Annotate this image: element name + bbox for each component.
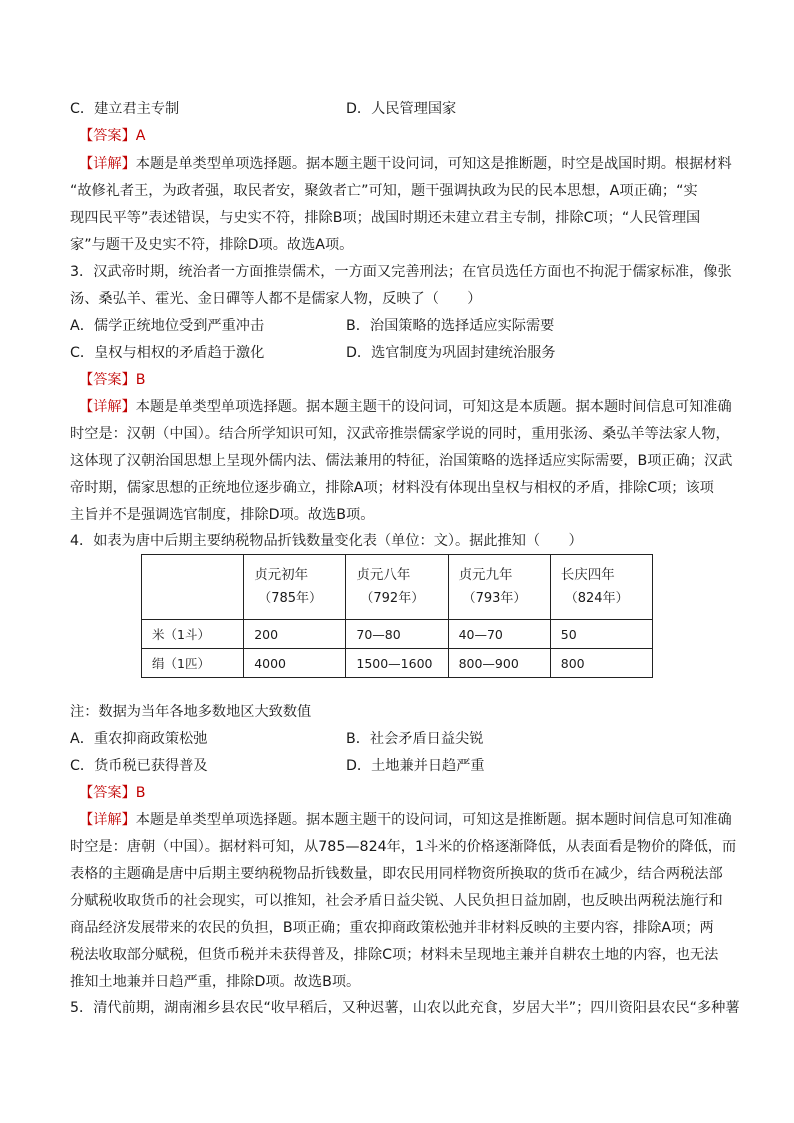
q4-detail-line-6: 税法收取部分赋税，但货币税并未获得普及，排除C项；材料未呈现地主兼并自耕农土地的内容，也无法 bbox=[70, 947, 719, 963]
q4-option-b: B．社会矛盾日益尖锐 bbox=[346, 731, 484, 747]
table-cell: 800 bbox=[550, 649, 652, 678]
table-cell: 4000 bbox=[244, 649, 346, 678]
q3-option-d: D．选官制度为巩固封建统治服务 bbox=[346, 345, 556, 361]
q3-stem-line-1: 3．汉武帝时期，统治者一方面推崇儒术，一方面又完善刑法；在官员选任方面也不拘泥于儒家标准，像张 bbox=[70, 264, 732, 280]
q4-table-note: 注：数据为当年各地多数地区大致数值 bbox=[70, 704, 312, 720]
detail-tag: 【详解】 bbox=[79, 156, 136, 172]
q3-answer bbox=[79, 371, 747, 389]
q4-option-d: D．土地兼并日趋严重 bbox=[346, 758, 485, 774]
q3-detail-line-4: 帝时期，儒家思想的正统地位逐步确立，排除A项；材料没有体现出皇权与相权的矛盾，排除C项；该项 bbox=[70, 480, 714, 496]
q3-stem-line-2: 汤、桑弘羊、霍光、金日磾等人都不是儒家人物，反映了（ ） bbox=[70, 291, 482, 307]
table-cell: 50 bbox=[550, 620, 652, 649]
price-table bbox=[141, 554, 653, 678]
q4-answer bbox=[79, 784, 747, 802]
table-cell: 40—70 bbox=[448, 620, 550, 649]
q3-option-a: A．儒学正统地位受到严重冲击 bbox=[70, 318, 265, 334]
answer-tag: 【答案】 bbox=[79, 128, 136, 144]
q4-detail-line-7: 推知土地兼并日趋严重，排除D项。故选B项。 bbox=[70, 974, 361, 990]
q4-detail-line-1: 【详解】本题是单类型单项选择题。据本题主题干的设问词，可知这是推断题。据本题时间信息可知准确 bbox=[79, 812, 732, 828]
table-row bbox=[142, 649, 653, 678]
answer-letter: B bbox=[135, 785, 146, 801]
q4-detail-line-4: 分赋税收取货币的社会现实，可以推知，社会矛盾日益尖锐、人民负担日益加剧，也反映出两税法施行和 bbox=[70, 893, 723, 909]
q4-option-a: A．重农抑商政策松弛 bbox=[70, 731, 208, 747]
table-header-row bbox=[142, 555, 653, 620]
detail-tag: 【详解】 bbox=[79, 399, 136, 415]
q3-detail-line-2: 时空是：汉朝（中国）。结合所学知识可知，汉武帝推崇儒家学说的同时，重用张汤、桑弘羊等法家人物， bbox=[70, 426, 730, 442]
table-header-cell: 贞元八年 （792年） bbox=[346, 555, 448, 620]
answer-tag: 【答案】 bbox=[79, 785, 136, 801]
table-corner-cell bbox=[142, 555, 244, 620]
row-label: 米（1斗） bbox=[142, 620, 244, 649]
table-cell: 200 bbox=[244, 620, 346, 649]
q3-detail-line-1: 【详解】本题是单类型单项选择题。据本题主题干的设问词，可知这是本质题。据本题时间信息可知准确 bbox=[79, 399, 732, 415]
q2-detail-line-3: 现四民平等”表述错误，与史实不符，排除B项；战国时期还未建立君主专制，排除C项；“人民管理国 bbox=[70, 210, 701, 226]
q4-option-c: C．货币税已获得普及 bbox=[70, 758, 208, 774]
q2-answer bbox=[79, 127, 747, 145]
q2-option-d: D．人民管理国家 bbox=[346, 101, 457, 117]
q3-detail-line-3: 这体现了汉朝治国思想上呈现外儒内法、儒法兼用的特征，治国策略的选择适应实际需要，B项正确；汉武 bbox=[70, 453, 733, 469]
q4-detail-line-2: 时空是：唐朝（中国）。据材料可知，从785—824年，1斗米的价格逐渐降低，从表面看是物价的降低，而 bbox=[70, 839, 737, 855]
q2-detail-line-1: 【详解】本题是单类型单项选择题。据本题主题干设问词，可知这是推断题，时空是战国时期。根据材料 bbox=[79, 156, 732, 172]
table-row bbox=[142, 620, 653, 649]
table-cell: 800—900 bbox=[448, 649, 550, 678]
q2-detail-line-4: 家”与题干及史实不符，排除D项。故选A项。 bbox=[70, 237, 354, 253]
table-cell: 1500—1600 bbox=[346, 649, 448, 678]
q2-detail-line-2: “故修礼者王，为政者强，取民者安，聚敛者亡”可知，题干强调执政为民的民本思想，A项正确；“实 bbox=[70, 183, 698, 199]
q2-option-c: C．建立君主专制 bbox=[70, 101, 180, 117]
q4-stem: 4．如表为唐中后期主要纳税物品折钱数量变化表（单位：文）。据此推知（ ） bbox=[70, 533, 583, 549]
table-header-cell: 长庆四年 （824年） bbox=[550, 555, 652, 620]
q4-detail-line-3: 表格的主题确是唐中后期主要纳税物品折钱数量，即农民用同样物资所换取的货币在减少，结合两税法部 bbox=[70, 866, 723, 882]
row-label: 绢（1匹） bbox=[142, 649, 244, 678]
table-header-cell: 贞元初年 （785年） bbox=[244, 555, 346, 620]
q3-detail-line-5: 主旨并不是强调选官制度，排除D项。故选B项。 bbox=[70, 507, 375, 523]
table-cell: 70—80 bbox=[346, 620, 448, 649]
q5-stem-line-1: 5．清代前期，湖南湘乡县农民“收早稻后，又种迟薯，山农以此充食，岁居大半”；四川资阳县农民“多种薯 bbox=[70, 1000, 740, 1016]
q3-option-c: C．皇权与相权的矛盾趋于激化 bbox=[70, 345, 265, 361]
table-header-cell: 贞元九年 （793年） bbox=[448, 555, 550, 620]
q4-detail-line-5: 商品经济发展带来的农民的负担，B项正确；重农抑商政策松弛并非材料反映的主要内容，排除A项；两 bbox=[70, 920, 714, 936]
q3-option-b: B．治国策略的选择适应实际需要 bbox=[346, 318, 555, 334]
answer-letter: A bbox=[135, 128, 146, 144]
detail-tag: 【详解】 bbox=[79, 812, 136, 828]
answer-letter: B bbox=[135, 372, 146, 388]
answer-tag: 【答案】 bbox=[79, 372, 136, 388]
